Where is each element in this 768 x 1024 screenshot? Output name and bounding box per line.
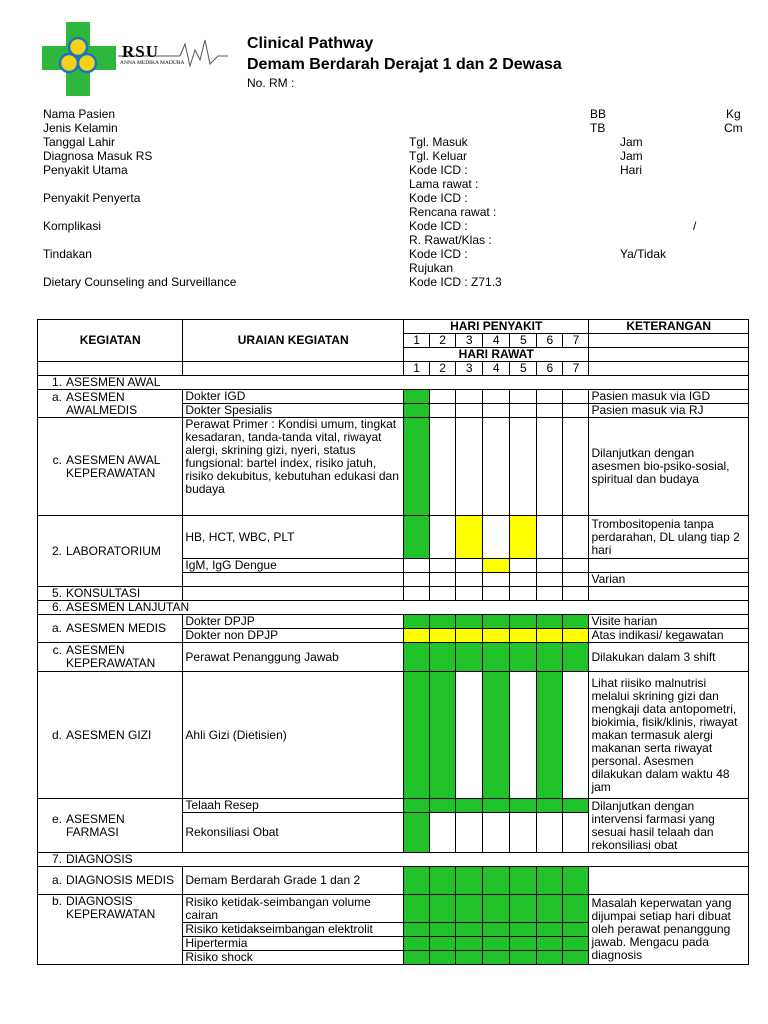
day-cell — [483, 559, 510, 573]
empty-cell — [589, 362, 749, 376]
rujukan-label: Rujukan — [409, 261, 454, 275]
penyakit-day: 6 — [537, 334, 563, 348]
day-cell — [404, 418, 430, 516]
tgl-keluar-label: Tgl. Keluar — [409, 149, 468, 163]
header-hari-rawat: HARI RAWAT — [404, 348, 589, 362]
rawat-day: 4 — [483, 362, 510, 376]
header-uraian: URAIAN KEGIATAN — [183, 320, 404, 362]
section-diagnosis: 7. DIAGNOSIS — [38, 853, 749, 867]
dk-elektrolit: Risiko ketidakseimbangan elektrolit — [183, 923, 404, 937]
logo-text: RSU — [122, 42, 160, 61]
asesmen-medis: a. ASESMEN MEDIS — [38, 615, 183, 643]
section-konsultasi: 5. KONSULTASI — [38, 587, 183, 601]
page-title: Clinical Pathway — [247, 35, 374, 52]
ya-tidak-label: Ya/Tidak — [620, 247, 667, 261]
ket-rj: Pasien masuk via RJ — [589, 404, 749, 418]
dk-volume-cairan: Risiko ketidak-seimbangan volume cairan — [183, 895, 404, 923]
rawat-day: 1 — [404, 362, 430, 376]
page-subtitle: Demam Berdarah Derajat 1 dan 2 Dewasa — [247, 56, 562, 73]
perawat-primer: Perawat Primer : Kondisi umum, tingkat kesadaran, tanda-tanda vital, riwayat alergi, skrining gizi, nyeri, status fungsional: bartel index, risiko jatuh, risiko dekubitus, kebutuhan edukasi dan budaya — [183, 418, 404, 516]
hari-label: Hari — [620, 163, 643, 177]
rawat-day: 5 — [510, 362, 537, 376]
dokter-igd: Dokter IGD — [183, 390, 404, 404]
penyakit-day: 4 — [483, 334, 510, 348]
dokter-spesialis: Dokter Spesialis — [183, 404, 404, 418]
komplikasi-label: Komplikasi — [43, 219, 102, 233]
penyakit-day: 3 — [456, 334, 483, 348]
dietary-label: Dietary Counseling and Surveillance — [43, 275, 237, 289]
kode-icd-5: Kode ICD : Z71.3 — [409, 275, 502, 289]
ket-lab: Trombositopenia tanpa perdarahan, DL ulang tiap 2 hari — [589, 516, 749, 559]
kg-unit: Kg — [726, 107, 741, 121]
header-hari-penyakit: HARI PENYAKIT — [404, 320, 589, 334]
section-asesmen-awal: 1. ASESMEN AWAL — [38, 376, 749, 390]
telaah-resep: Telaah Resep — [183, 799, 404, 813]
dk-hipertermia: Hipertermia — [183, 937, 404, 951]
ket-keperawatan: Dilanjutkan dengan asesmen bio-psiko-sosial, spiritual dan budaya — [589, 418, 749, 516]
laboratorium: 2. LABORATORIUM — [38, 516, 183, 587]
header-keterangan: KETERANGAN — [589, 320, 749, 334]
cm-unit: Cm — [724, 121, 743, 135]
clinical-pathway-table — [37, 319, 749, 965]
kode-icd-4: Kode ICD : — [409, 247, 468, 261]
kode-icd-1: Kode ICD : — [409, 163, 468, 177]
empty-cell — [589, 559, 749, 573]
penyakit-day: 1 — [404, 334, 430, 348]
tb-label: TB — [590, 121, 606, 135]
rawat-day: 2 — [430, 362, 456, 376]
asesmen-awal-medis: a. ASESMEN AWALMEDIS — [38, 390, 183, 418]
lab-igm-igg: IgM, IgG Dengue — [183, 559, 404, 573]
diagnosis-medis-uraian: Demam Berdarah Grade 1 dan 2 — [183, 867, 404, 895]
dokter-dpjp: Dokter DPJP — [183, 615, 404, 629]
diagnosis-keperawatan: b. DIAGNOSIS KEPERAWATAN — [38, 895, 183, 965]
lama-rawat-label: Lama rawat : — [409, 177, 479, 191]
ket-atas-indikasi: Atas indikasi/ kegawatan — [589, 629, 749, 643]
dokter-non-dpjp: Dokter non DPJP — [183, 629, 404, 643]
penyakit-day: 2 — [430, 334, 456, 348]
lab-hb-hct: HB, HCT, WBC, PLT — [183, 516, 404, 559]
nama-pasien-label: Nama Pasien — [43, 107, 116, 121]
kode-icd-2: Kode ICD : — [409, 191, 468, 205]
logo-subtext: ANNA MEDIKA MADURA — [120, 60, 185, 66]
ket-shift: Dilakukan dalam 3 shift — [589, 643, 749, 672]
no-rm-label: No. RM : — [247, 76, 295, 90]
slash-separator: / — [693, 219, 697, 233]
ket-gizi: Lihat riisiko malnutrisi melalui skrining gizi dan mengkaji data antopometri, biokimia, fisik/klinis, riwayat makan termasuk alergi makanan serta riwayat personal. Asesmen dilakukan dalam waktu 48 jam — [589, 672, 749, 799]
day-cell — [404, 516, 430, 559]
penyakit-utama-label: Penyakit Utama — [43, 163, 128, 177]
rencana-rawat-label: Rencana rawat : — [409, 205, 497, 219]
asesmen-awal-keperawatan: c. ASESMEN AWAL KEPERAWATAN — [38, 418, 183, 516]
ruang-rawat-label: R. Rawat/Klas : — [409, 233, 492, 247]
dk-risiko-shock: Risiko shock — [183, 951, 404, 965]
header-kegiatan: KEGIATAN — [38, 320, 183, 362]
ket-varian: Varian — [589, 573, 749, 587]
tindakan-label: Tindakan — [43, 247, 92, 261]
perawat-penanggung-jawab: Perawat Penanggung Jawab — [183, 643, 404, 672]
diagnosa-label: Diagnosa Masuk RS — [43, 149, 153, 163]
asesmen-keperawatan: c. ASESMEN KEPERAWATAN — [38, 643, 183, 672]
rawat-day: 3 — [456, 362, 483, 376]
penyakit-day: 5 — [510, 334, 537, 348]
hospital-logo — [40, 20, 230, 100]
day-cell — [404, 404, 430, 418]
jenis-kelamin-label: Jenis Kelamin — [43, 121, 118, 135]
penyakit-penyerta-label: Penyakit Penyerta — [43, 191, 141, 205]
asesmen-farmasi: e. ASESMEN FARMASI — [38, 799, 183, 853]
empty-cell — [589, 348, 749, 362]
penyakit-day: 7 — [563, 334, 589, 348]
ahli-gizi: Ahli Gizi (Dietisien) — [183, 672, 404, 799]
empty-cell — [589, 334, 749, 348]
rawat-day: 6 — [537, 362, 563, 376]
day-cell — [404, 390, 430, 404]
ket-visite: Visite harian — [589, 615, 749, 629]
jam-masuk-label: Jam — [620, 135, 643, 149]
bb-label: BB — [590, 107, 607, 121]
day-cell — [456, 516, 483, 559]
ket-igd: Pasien masuk via IGD — [589, 390, 749, 404]
diagnosis-medis: a. DIAGNOSIS MEDIS — [38, 867, 183, 895]
rekonsiliasi-obat: Rekonsiliasi Obat — [183, 813, 404, 853]
tgl-masuk-label: Tgl. Masuk — [409, 135, 468, 149]
day-cell — [510, 516, 537, 559]
tanggal-lahir-label: Tanggal Lahir — [43, 135, 116, 149]
rawat-day: 7 — [563, 362, 589, 376]
kode-icd-3: Kode ICD : — [409, 219, 468, 233]
ket-diagnosis-keperawatan: Masalah keperwatan yang dijumpai setiap hari dibuat oleh perawat penanggung jawab. Mengacu pada diagnosis — [589, 895, 749, 965]
section-asesmen-lanjutan: 6. ASESMEN LANJUTAN — [38, 601, 749, 615]
jam-keluar-label: Jam — [620, 149, 643, 163]
ket-farmasi: Dilanjutkan dengan intervensi farmasi yang sesuai hasil telaah dan rekonsiliasi obat — [589, 799, 749, 853]
asesmen-gizi: d. ASESMEN GIZI — [38, 672, 183, 799]
